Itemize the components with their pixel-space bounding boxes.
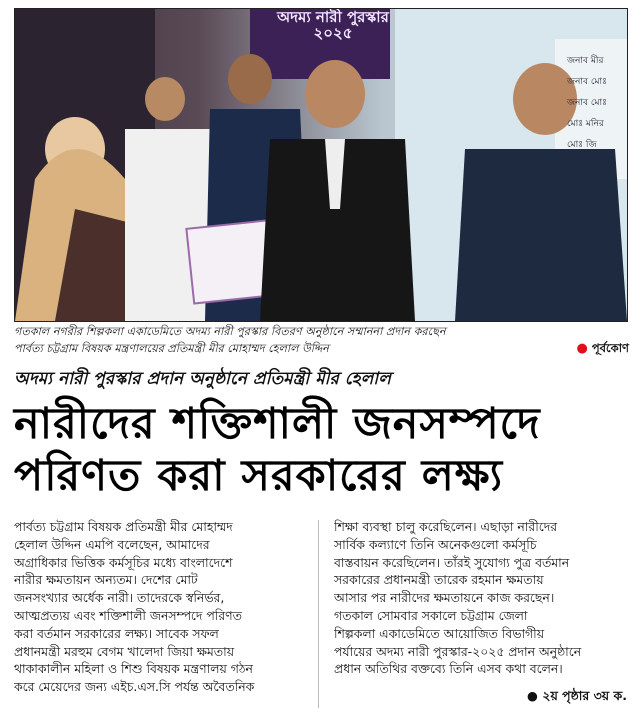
body-line: নারীর ক্ষমতায়ন অন্যতম। দেশের মোট: [14, 572, 198, 588]
body-line: পার্বত্য চট্টগ্রাম বিষয়ক প্রতিমন্ত্রী মীর মোহাম্মদ: [14, 519, 233, 534]
body-line: হেলাল উদ্দিন এমপি বলেছেন, আমাদের: [14, 536, 210, 552]
body-line: করা বর্তমান সরকারের লক্ষ্য। সাবেক সফল: [14, 625, 219, 641]
body-line: গতকাল সোমবার সকালে চট্টগ্রাম জেলা: [334, 607, 528, 623]
credit-text: পূর্বকোণ: [591, 341, 629, 355]
body-line: শিল্পকলা একাডেমিতে আয়োজিত বিভাগীয়: [334, 625, 545, 641]
headline-line: পরিণত করা সরকারের লক্ষ্য: [14, 451, 504, 501]
banner-name: মোঃ মনির: [567, 119, 604, 129]
banner-name: মোঃ জি: [567, 140, 597, 150]
banner-name: জনাব মোঃ: [567, 98, 607, 108]
kicker-heading: অদম্য নারী পুরস্কার প্রদান অনুষ্ঠানে প্রতিমন্ত্রী মীর হেলাল: [14, 369, 391, 389]
body-line: আত্মপ্রত্যয় এবং শক্তিশালী জনসম্পদে পরিণত: [14, 607, 242, 623]
banner-name-list: [567, 51, 627, 156]
body-line: প্রধানমন্ত্রী মরহুম বেগম খালেদা জিয়া ক্ষমতায়: [14, 643, 234, 659]
body-line: জনসংখ্যার অর্ধেক নারী। তাদেরকে স্বনির্ভর,: [14, 590, 225, 606]
body-line: শিক্ষা ব্যবস্থা চালু করেছিলেন। এছাড়া নারীদের: [334, 519, 558, 534]
body-line: করে মেয়েদের জন্য এইচ.এস.সি পর্যন্ত অবৈতনিক: [14, 679, 255, 695]
banner-name: জনাব মোঃ: [567, 77, 607, 87]
banner-title: অদম্য নারী পুরস্কার ২০২৫: [277, 8, 389, 42]
body-line: আসার পর নারীদের ক্ষমতায়নে কাজ করছেন।: [334, 590, 555, 606]
red-dot-icon: ●: [576, 341, 588, 356]
body-line: সার্বিক কল্যাণে তিনি অনেকগুলো কর্মসূচি: [334, 536, 537, 552]
continued-on-page-link[interactable]: [527, 688, 627, 708]
body-line: সরকারের প্রধানমন্ত্রী তারেক রহমান ক্ষমতায়: [334, 572, 544, 588]
body-line: প্রধান অতিথির বক্তব্যে তিনি এসব কথা বলেন।: [334, 661, 563, 677]
photo-caption: [14, 323, 628, 357]
headline: [14, 398, 626, 502]
body-line: বাস্তবায়ন করেছিলেন। তাঁরই সুযোগ্য পুত্র বর্তমান: [334, 554, 570, 570]
body-line: অগ্রাধিকার ভিত্তিক কর্মসূচির মধ্যে বাংলাদেশে: [14, 554, 233, 570]
photo-credit: [576, 340, 629, 359]
caption-line: গতকাল নগরীর শিল্পকলা একাডেমিতে অদম্য নারী পুরস্কার বিতরণ অনুষ্ঠানে সম্মাননা প্রদান করছেন: [14, 325, 446, 338]
body-line: থাকাকালীন মহিলা ও শিশু বিষয়ক মন্ত্রণালয় গঠন: [14, 661, 253, 677]
banner-name: জনাব মীর: [567, 56, 604, 66]
body-column-right: [334, 518, 624, 678]
body-line: পর্যায়ের অদম্য নারী পুরস্কার-২০২৫ প্রদান অনুষ্ঠানে: [334, 643, 582, 659]
headline-line: নারীদের শক্তিশালী জনসম্পদে: [14, 399, 541, 449]
column-divider: [318, 520, 319, 708]
bullet-icon: ●: [527, 688, 538, 703]
news-photo: [14, 8, 628, 322]
continued-text: ২য় পৃষ্ঠার ৩য় ক.: [542, 688, 627, 703]
caption-line: পার্বত্য চট্টগ্রাম বিষয়ক মন্ত্রণালয়ের প্রতিমন্ত্রী মীর মোহাম্মদ হেলাল উদ্দিন: [14, 342, 329, 355]
body-column-left: [14, 518, 304, 696]
